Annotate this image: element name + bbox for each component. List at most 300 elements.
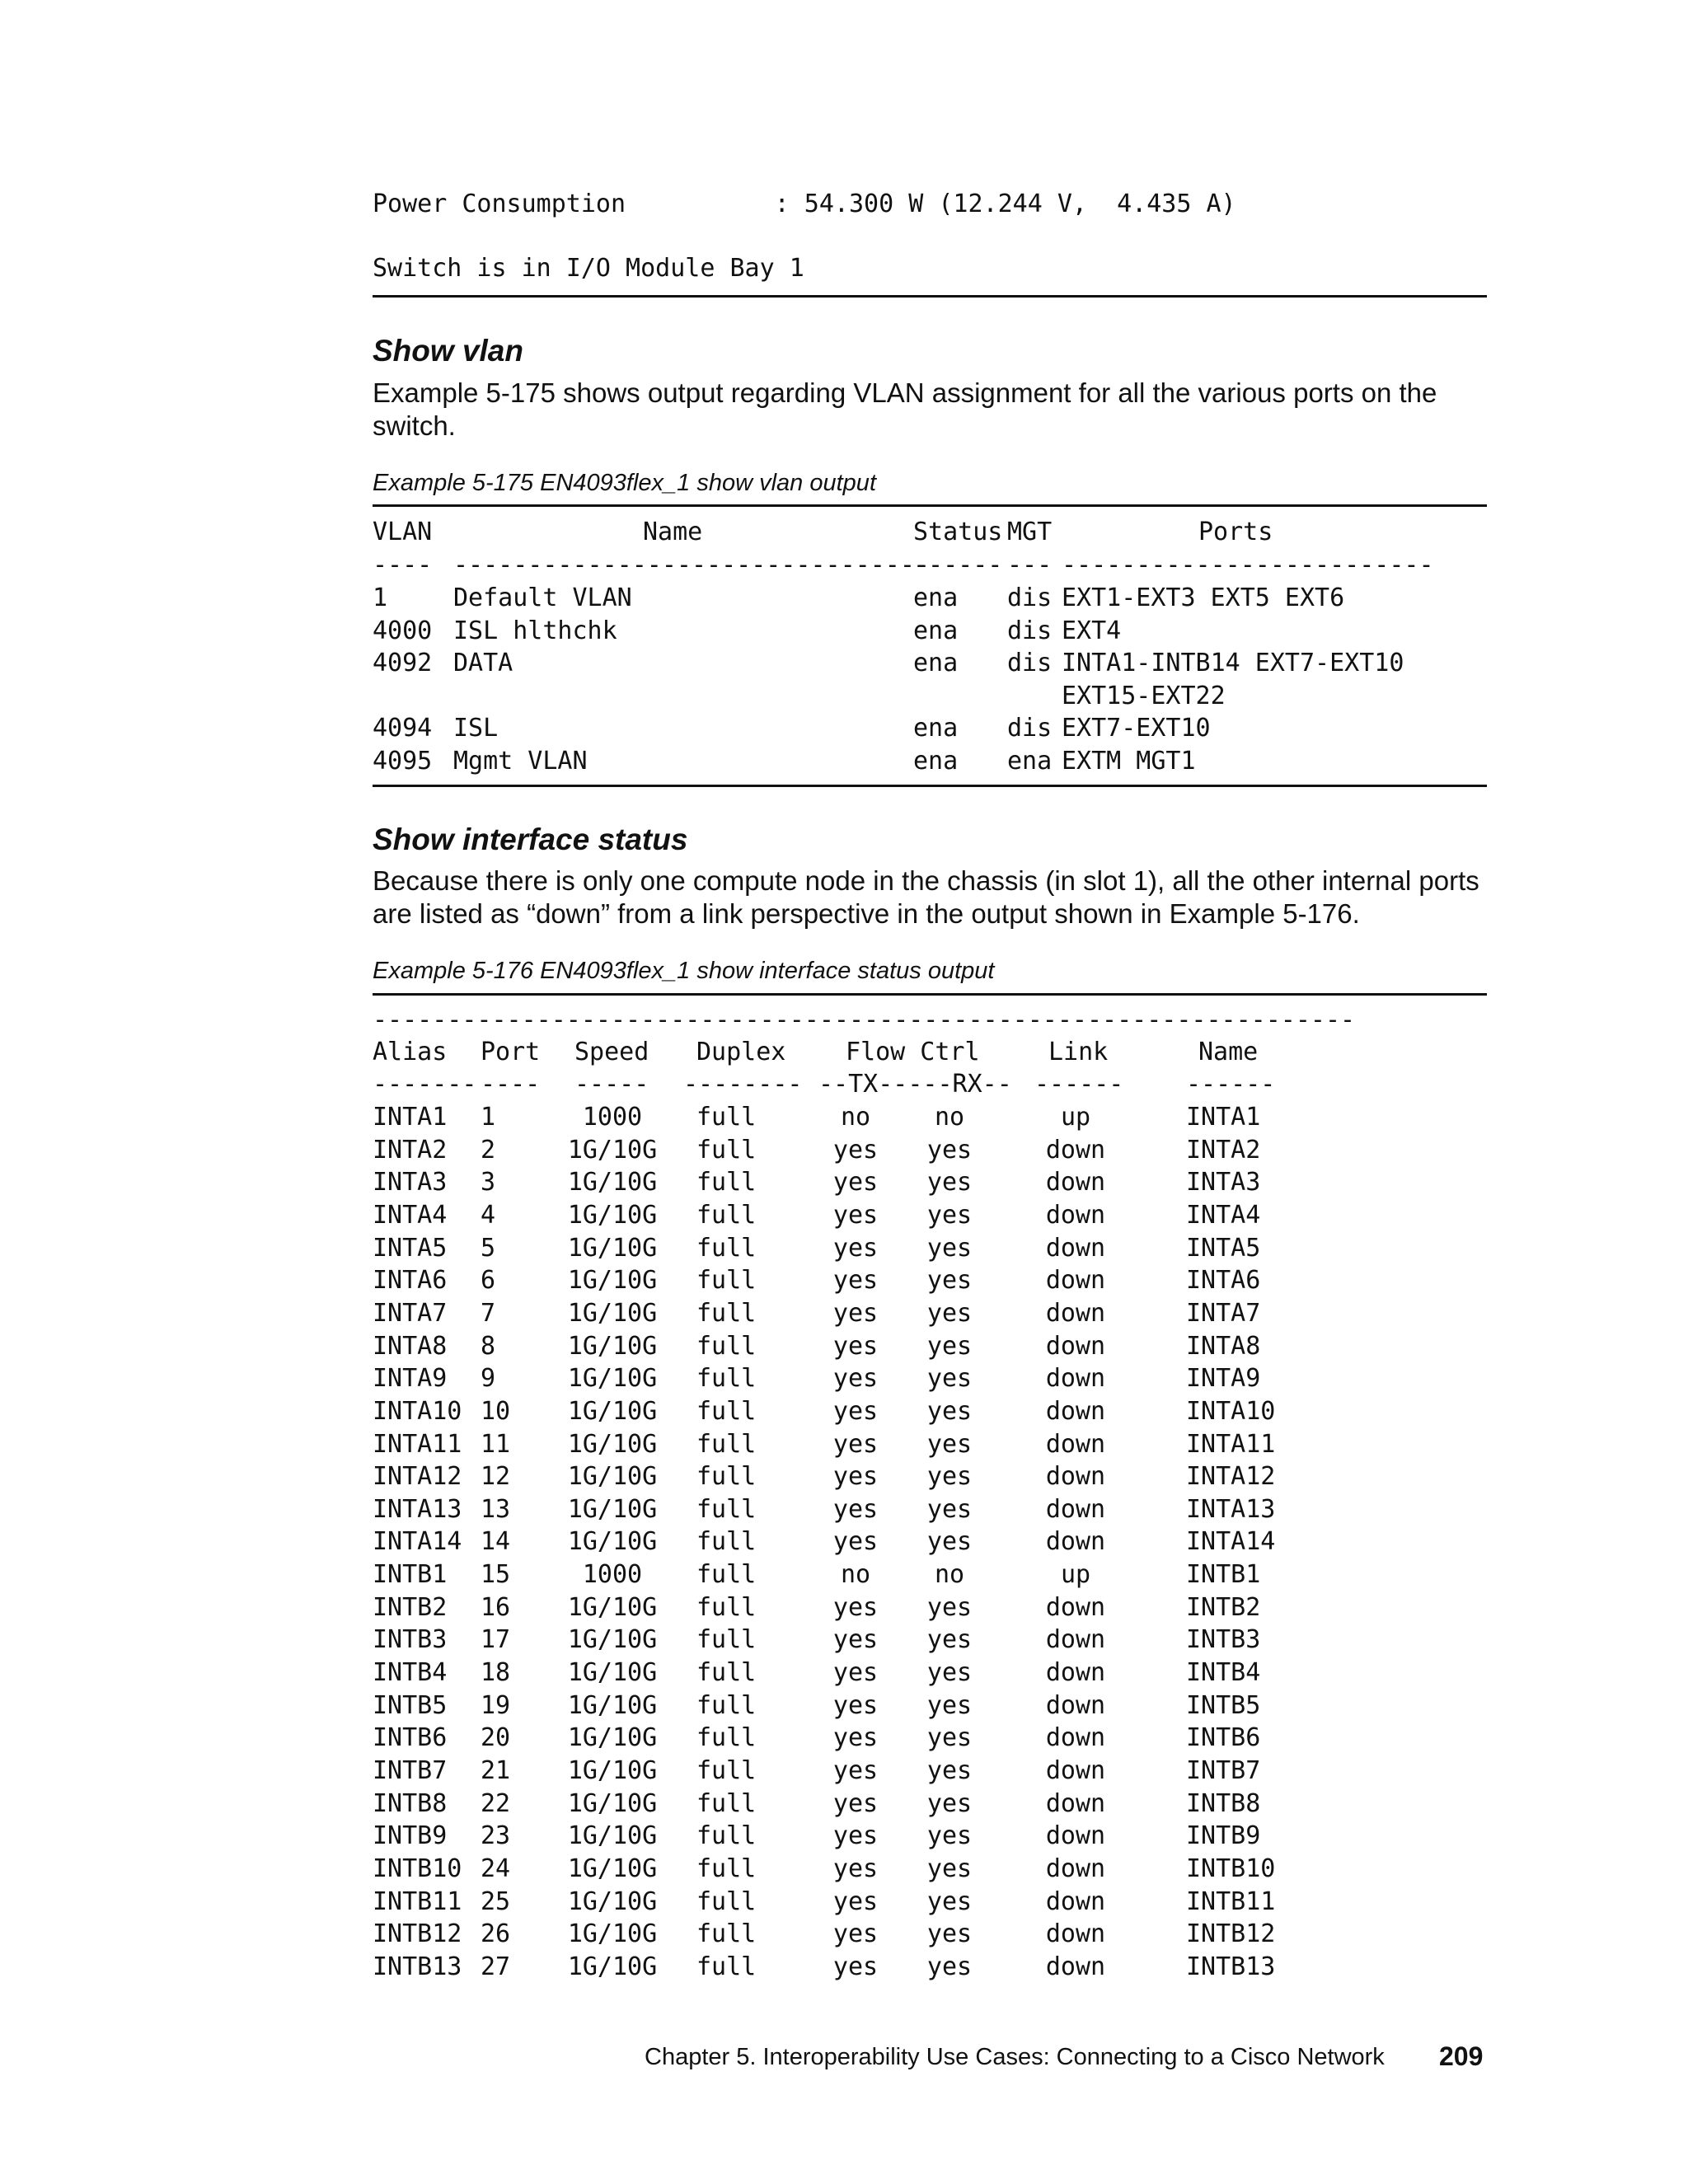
- cell-name: INTB4: [1186, 1658, 1261, 1688]
- interface-row: [373, 1560, 1487, 1593]
- cell-port: 22: [481, 1788, 511, 1818]
- cell-speed: 1G/10G: [567, 1625, 658, 1655]
- cell-speed: 1G/10G: [567, 1298, 658, 1328]
- cell-speed: 1G/10G: [567, 1429, 658, 1459]
- cell-port: 15: [481, 1560, 511, 1590]
- interface-row: [373, 1952, 1487, 1985]
- cell-link: down: [1045, 1233, 1106, 1263]
- interface-row: [373, 1527, 1487, 1560]
- vlan-cell-mgt: dis: [1007, 649, 1053, 678]
- cell-flow-tx: yes: [832, 1756, 879, 1785]
- cell-port: 21: [481, 1756, 511, 1785]
- cell-duplex: full: [696, 1298, 757, 1328]
- cell-alias: INTB8: [373, 1788, 448, 1818]
- cell-name: INTB12: [1186, 1919, 1276, 1949]
- cell-flow-tx: yes: [832, 1625, 879, 1655]
- cell-name: INTA9: [1186, 1364, 1261, 1394]
- cell-flow-rx: yes: [926, 1527, 973, 1557]
- cell-link: down: [1045, 1952, 1106, 1981]
- cell-duplex: full: [696, 1952, 757, 1981]
- cell-link: down: [1045, 1527, 1106, 1557]
- vlan-cell-name: ISL hlthchk: [453, 616, 617, 645]
- footer-chapter-title: Chapter 5. Interoperability Use Cases: Connecting to a Cisco Network: [645, 2044, 1385, 2070]
- vlan-cell-vlan: ----: [373, 551, 433, 579]
- vlan-cell-ports: INTA1-INTB14 EXT7-EXT10: [1062, 649, 1404, 678]
- cell-flow-rx: yes: [926, 1788, 973, 1818]
- cell-link: down: [1045, 1331, 1106, 1361]
- interface-row: [373, 1854, 1487, 1887]
- cell-flow-rx: no: [934, 1103, 965, 1132]
- cell-link: down: [1045, 1658, 1106, 1688]
- cell-name: INTB11: [1186, 1886, 1276, 1916]
- cell-duplex: full: [696, 1396, 757, 1426]
- cell-flow-tx: yes: [832, 1886, 879, 1916]
- cell-speed: 1G/10G: [567, 1592, 658, 1622]
- dash-speed: -----: [574, 1070, 649, 1099]
- cell-alias: INTA1: [373, 1103, 448, 1132]
- cell-speed: 1G/10G: [567, 1364, 658, 1394]
- cell-link: down: [1045, 1168, 1106, 1197]
- cell-duplex: full: [696, 1233, 757, 1263]
- cell-alias: INTA13: [373, 1494, 462, 1524]
- cell-link: down: [1045, 1494, 1106, 1524]
- vlan-cell-vlan: 4092: [373, 649, 433, 678]
- cell-flow-tx: yes: [832, 1331, 879, 1361]
- cell-name: INTB8: [1186, 1788, 1261, 1818]
- cell-link: down: [1045, 1592, 1106, 1622]
- module-bay-line: Switch is in I/O Module Bay 1: [373, 254, 804, 283]
- cell-speed: 1G/10G: [567, 1821, 658, 1851]
- cell-alias: INTA6: [373, 1266, 448, 1296]
- cell-flow-rx: yes: [926, 1919, 973, 1949]
- divider: [373, 295, 1487, 298]
- vlan-cell-name: ISL: [453, 714, 499, 743]
- cell-link: down: [1045, 1690, 1106, 1720]
- cell-speed: 1G/10G: [567, 1723, 658, 1753]
- cell-speed: 1G/10G: [567, 1168, 658, 1197]
- dash-flow-ctrl: --TX-----RX--: [818, 1070, 1012, 1099]
- cell-speed: 1G/10G: [567, 1462, 658, 1492]
- interface-row: [373, 1756, 1487, 1789]
- cell-link: down: [1045, 1919, 1106, 1949]
- cell-duplex: full: [696, 1690, 757, 1720]
- vlan-cell-status: Status: [913, 518, 1003, 546]
- interface-row: [373, 1625, 1487, 1658]
- interface-row: [373, 1397, 1487, 1430]
- cell-duplex: full: [696, 1135, 757, 1165]
- cell-alias: INTB5: [373, 1690, 448, 1720]
- vlan-cell-ports: -------------------------: [1062, 551, 1434, 579]
- cell-flow-tx: yes: [832, 1200, 879, 1230]
- cell-alias: INTA11: [373, 1429, 462, 1459]
- cell-speed: 1G/10G: [567, 1690, 658, 1720]
- vlan-cell-ports: EXT1-EXT3 EXT5 EXT6: [1062, 583, 1345, 612]
- cell-speed: 1G/10G: [567, 1919, 658, 1949]
- cell-duplex: full: [696, 1756, 757, 1785]
- cell-link: down: [1045, 1364, 1106, 1394]
- cell-link: up: [1060, 1103, 1091, 1132]
- cell-speed: 1G/10G: [567, 1658, 658, 1688]
- cell-flow-rx: no: [934, 1560, 965, 1590]
- cell-flow-rx: yes: [926, 1886, 973, 1916]
- cell-alias: INTB11: [373, 1886, 462, 1916]
- cell-duplex: full: [696, 1527, 757, 1557]
- cell-speed: 1G/10G: [567, 1233, 658, 1263]
- cell-port: 17: [481, 1625, 511, 1655]
- cell-flow-rx: yes: [926, 1625, 973, 1655]
- divider: [373, 504, 1487, 507]
- cell-duplex: full: [696, 1266, 757, 1296]
- cell-flow-rx: yes: [926, 1658, 973, 1688]
- cell-name: INTA4: [1186, 1200, 1261, 1230]
- vlan-cell-name: Mgmt VLAN: [453, 747, 588, 776]
- cell-alias: INTB2: [373, 1592, 448, 1622]
- cell-flow-tx: yes: [832, 1723, 879, 1753]
- cell-alias: INTB12: [373, 1919, 462, 1949]
- cell-speed: 1000: [582, 1103, 643, 1132]
- interface-row: [373, 1136, 1487, 1169]
- cell-alias: INTB4: [373, 1658, 448, 1688]
- cell-link: down: [1045, 1266, 1106, 1296]
- cell-name: INTB2: [1186, 1592, 1261, 1622]
- vlan-cell-status: ena: [913, 714, 959, 743]
- cell-flow-tx: yes: [832, 1233, 879, 1263]
- cell-flow-rx: yes: [926, 1592, 973, 1622]
- section-paragraph-show-vlan: Example 5-175 shows output regarding VLAN assignment for all the various ports on the switch.: [373, 377, 1437, 441]
- cell-alias: INTA12: [373, 1462, 462, 1492]
- cell-flow-tx: yes: [832, 1364, 879, 1394]
- cell-port: 11: [481, 1429, 511, 1459]
- interface-top-dashes: ------------------------------------------------------------------: [373, 1005, 1356, 1034]
- vlan-cell-ports: EXT15-EXT22: [1062, 681, 1226, 710]
- cell-port: 27: [481, 1952, 511, 1981]
- cell-duplex: full: [696, 1331, 757, 1361]
- dash-duplex: --------: [683, 1070, 803, 1099]
- cell-port: 1: [481, 1103, 496, 1132]
- cell-name: INTA6: [1186, 1266, 1261, 1296]
- cell-port: 18: [481, 1658, 511, 1688]
- section-heading-show-interface-status: Show interface status: [373, 823, 688, 856]
- cell-alias: INTA8: [373, 1331, 448, 1361]
- cell-speed: 1G/10G: [567, 1854, 658, 1883]
- cell-alias: INTA3: [373, 1168, 448, 1197]
- cell-port: 2: [481, 1135, 496, 1165]
- interface-row: [373, 1332, 1487, 1365]
- cell-duplex: full: [696, 1919, 757, 1949]
- cell-speed: 1G/10G: [567, 1527, 658, 1557]
- cell-alias: INTB3: [373, 1625, 448, 1655]
- cell-flow-rx: yes: [926, 1429, 973, 1459]
- cell-link: down: [1045, 1462, 1106, 1492]
- header-alias: Alias: [373, 1038, 448, 1066]
- cell-flow-tx: yes: [832, 1919, 879, 1949]
- header-duplex: Duplex: [696, 1038, 786, 1066]
- cell-name: INTB10: [1186, 1854, 1276, 1883]
- cell-alias: INTB13: [373, 1952, 462, 1981]
- vlan-cell-ports: Ports: [1198, 518, 1273, 546]
- cell-flow-rx: yes: [926, 1723, 973, 1753]
- divider: [373, 785, 1487, 787]
- interface-row: [373, 1430, 1487, 1463]
- cell-flow-tx: yes: [832, 1690, 879, 1720]
- interface-row: [373, 1887, 1487, 1920]
- cell-duplex: full: [696, 1854, 757, 1883]
- cell-link: down: [1045, 1200, 1106, 1230]
- cell-link: down: [1045, 1429, 1106, 1459]
- cell-name: INTA7: [1186, 1298, 1261, 1328]
- cell-name: INTA11: [1186, 1429, 1276, 1459]
- cell-port: 6: [481, 1266, 496, 1296]
- vlan-cell-ports: EXT4: [1062, 616, 1122, 645]
- cell-flow-rx: yes: [926, 1266, 973, 1296]
- vlan-cell-vlan: 4000: [373, 616, 433, 645]
- dash-alias: -------: [373, 1070, 477, 1099]
- cell-alias: INTB1: [373, 1560, 448, 1590]
- vlan-cell-status: ------: [913, 551, 1003, 579]
- cell-flow-tx: no: [840, 1560, 871, 1590]
- vlan-cell-mgt: ena: [1007, 747, 1053, 776]
- cell-duplex: full: [696, 1168, 757, 1197]
- vlan-cell-status: ena: [913, 616, 959, 645]
- dash-link: ------: [1034, 1070, 1124, 1099]
- interface-row: [373, 1658, 1487, 1691]
- cell-flow-rx: yes: [926, 1200, 973, 1230]
- cell-duplex: full: [696, 1364, 757, 1394]
- cell-duplex: full: [696, 1821, 757, 1851]
- cell-duplex: full: [696, 1462, 757, 1492]
- cell-flow-tx: yes: [832, 1266, 879, 1296]
- cell-link: down: [1045, 1756, 1106, 1785]
- example-caption-175: Example 5-175 EN4093flex_1 show vlan output: [373, 470, 876, 496]
- cell-flow-tx: yes: [832, 1462, 879, 1492]
- cell-port: 16: [481, 1592, 511, 1622]
- cell-flow-rx: yes: [926, 1462, 973, 1492]
- interface-row: [373, 1364, 1487, 1397]
- cell-flow-tx: yes: [832, 1168, 879, 1197]
- cell-port: 10: [481, 1396, 511, 1426]
- cell-link: down: [1045, 1298, 1106, 1328]
- interface-row: [373, 1789, 1487, 1822]
- cell-port: 8: [481, 1331, 496, 1361]
- cell-speed: 1G/10G: [567, 1756, 658, 1785]
- cell-duplex: full: [696, 1788, 757, 1818]
- cell-duplex: full: [696, 1429, 757, 1459]
- vlan-cell-name: Default VLAN: [453, 583, 632, 612]
- cell-flow-rx: yes: [926, 1494, 973, 1524]
- cell-flow-tx: yes: [832, 1396, 879, 1426]
- interface-row: [373, 1919, 1487, 1952]
- cell-link: down: [1045, 1135, 1106, 1165]
- cell-port: 5: [481, 1233, 496, 1263]
- cell-port: 20: [481, 1723, 511, 1753]
- cell-link: down: [1045, 1886, 1106, 1916]
- vlan-cell-vlan: VLAN: [373, 518, 433, 546]
- cell-speed: 1000: [582, 1560, 643, 1590]
- interface-row: [373, 1266, 1487, 1299]
- cell-link: down: [1045, 1854, 1106, 1883]
- cell-name: INTA14: [1186, 1527, 1276, 1557]
- vlan-cell-name: DATA: [453, 649, 513, 678]
- cell-port: 24: [481, 1854, 511, 1883]
- example-caption-176: Example 5-176 EN4093flex_1 show interface status output: [373, 958, 995, 984]
- cell-flow-rx: yes: [926, 1396, 973, 1426]
- header-link: Link: [1048, 1038, 1109, 1066]
- cell-flow-rx: yes: [926, 1821, 973, 1851]
- vlan-cell-mgt: dis: [1007, 583, 1053, 612]
- cell-flow-tx: yes: [832, 1592, 879, 1622]
- cell-flow-tx: yes: [832, 1494, 879, 1524]
- cell-duplex: full: [696, 1592, 757, 1622]
- interface-row: [373, 1462, 1487, 1495]
- cell-speed: 1G/10G: [567, 1788, 658, 1818]
- cell-speed: 1G/10G: [567, 1396, 658, 1426]
- cell-speed: 1G/10G: [567, 1200, 658, 1230]
- cell-flow-rx: yes: [926, 1135, 973, 1165]
- cell-name: INTA5: [1186, 1233, 1261, 1263]
- cell-port: 26: [481, 1919, 511, 1949]
- cell-alias: INTA14: [373, 1527, 462, 1557]
- cell-name: INTA3: [1186, 1168, 1261, 1197]
- interface-row: [373, 1168, 1487, 1201]
- cell-link: down: [1045, 1821, 1106, 1851]
- cell-speed: 1G/10G: [567, 1331, 658, 1361]
- vlan-cell-status: ena: [913, 649, 959, 678]
- cell-flow-tx: yes: [832, 1854, 879, 1883]
- vlan-cell-mgt: dis: [1007, 616, 1053, 645]
- cell-port: 7: [481, 1298, 496, 1328]
- cell-duplex: full: [696, 1886, 757, 1916]
- vlan-cell-ports: EXTM MGT1: [1062, 747, 1196, 776]
- header-flow-ctrl: Flow Ctrl: [846, 1038, 980, 1066]
- vlan-cell-name: --------------------------------: [453, 551, 930, 579]
- cell-link: up: [1060, 1560, 1091, 1590]
- cell-alias: INTB9: [373, 1821, 448, 1851]
- dash-name: ------: [1186, 1070, 1276, 1099]
- vlan-cell-vlan: 4094: [373, 714, 433, 743]
- cell-flow-tx: yes: [832, 1298, 879, 1328]
- cell-flow-tx: yes: [832, 1788, 879, 1818]
- vlan-cell-vlan: 4095: [373, 747, 433, 776]
- cell-port: 19: [481, 1690, 511, 1720]
- cell-flow-tx: yes: [832, 1658, 879, 1688]
- power-consumption-line: Power Consumption : 54.300 W (12.244 V, 4.435 A): [373, 190, 1236, 218]
- cell-link: down: [1045, 1788, 1106, 1818]
- interface-row: [373, 1299, 1487, 1332]
- cell-flow-tx: no: [840, 1103, 871, 1132]
- cell-alias: INTA2: [373, 1135, 448, 1165]
- header-name: Name: [1198, 1038, 1259, 1066]
- cell-name: INTA8: [1186, 1331, 1261, 1361]
- cell-port: 14: [481, 1527, 511, 1557]
- cell-alias: INTA7: [373, 1298, 448, 1328]
- interface-row: [373, 1495, 1487, 1528]
- header-port: Port: [481, 1038, 541, 1066]
- section-paragraph-show-interface-status: Because there is only one compute node in the chassis (in slot 1), all the other internal ports are listed as “down” from a link perspective in the output shown in Example 5-176.: [373, 865, 1479, 929]
- cell-flow-tx: yes: [832, 1135, 879, 1165]
- cell-alias: INTB10: [373, 1854, 462, 1883]
- cell-speed: 1G/10G: [567, 1266, 658, 1296]
- cell-duplex: full: [696, 1658, 757, 1688]
- cell-speed: 1G/10G: [567, 1494, 658, 1524]
- cell-speed: 1G/10G: [567, 1952, 658, 1981]
- dash-port: ----: [481, 1070, 541, 1099]
- cell-port: 4: [481, 1200, 496, 1230]
- cell-alias: INTB7: [373, 1756, 448, 1785]
- divider: [373, 993, 1487, 996]
- cell-link: down: [1045, 1625, 1106, 1655]
- cell-name: INTB9: [1186, 1821, 1261, 1851]
- cell-port: 3: [481, 1168, 496, 1197]
- vlan-cell-name: Name: [643, 518, 703, 546]
- cell-flow-rx: yes: [926, 1233, 973, 1263]
- vlan-cell-mgt: dis: [1007, 714, 1053, 743]
- interface-row: [373, 1593, 1487, 1626]
- cell-name: INTB1: [1186, 1560, 1261, 1590]
- interface-header-row: [373, 1038, 1487, 1071]
- cell-flow-rx: yes: [926, 1690, 973, 1720]
- cell-name: INTA12: [1186, 1462, 1276, 1492]
- vlan-cell-status: ena: [913, 583, 959, 612]
- cell-flow-tx: yes: [832, 1527, 879, 1557]
- cell-name: INTA1: [1186, 1103, 1261, 1132]
- cell-name: INTB3: [1186, 1625, 1261, 1655]
- cell-port: 9: [481, 1364, 496, 1394]
- cell-name: INTA2: [1186, 1135, 1261, 1165]
- interface-row: [373, 1234, 1487, 1267]
- cell-name: INTB5: [1186, 1690, 1261, 1720]
- vlan-cell-mgt: ---: [1007, 551, 1053, 579]
- cell-alias: INTA9: [373, 1364, 448, 1394]
- cell-name: INTB6: [1186, 1723, 1261, 1753]
- cell-duplex: full: [696, 1560, 757, 1590]
- interface-row: [373, 1821, 1487, 1854]
- cell-speed: 1G/10G: [567, 1135, 658, 1165]
- cell-name: INTA10: [1186, 1396, 1276, 1426]
- cell-duplex: full: [696, 1103, 757, 1132]
- vlan-cell-vlan: 1: [373, 583, 388, 612]
- vlan-cell-ports: EXT7-EXT10: [1062, 714, 1211, 743]
- cell-speed: 1G/10G: [567, 1886, 658, 1916]
- cell-alias: INTB6: [373, 1723, 448, 1753]
- cell-flow-rx: yes: [926, 1364, 973, 1394]
- cell-flow-tx: yes: [832, 1952, 879, 1981]
- cell-flow-rx: yes: [926, 1952, 973, 1981]
- cell-name: INTA13: [1186, 1494, 1276, 1524]
- interface-dash-row: [373, 1070, 1487, 1103]
- interface-row: [373, 1103, 1487, 1136]
- cell-duplex: full: [696, 1494, 757, 1524]
- cell-flow-tx: yes: [832, 1821, 879, 1851]
- vlan-cell-status: ena: [913, 747, 959, 776]
- cell-link: down: [1045, 1723, 1106, 1753]
- cell-name: INTB13: [1186, 1952, 1276, 1981]
- cell-alias: INTA5: [373, 1233, 448, 1263]
- cell-alias: INTA4: [373, 1200, 448, 1230]
- cell-duplex: full: [696, 1723, 757, 1753]
- cell-port: 23: [481, 1821, 511, 1851]
- vlan-cell-mgt: MGT: [1007, 518, 1053, 546]
- interface-row: [373, 1201, 1487, 1234]
- cell-flow-rx: yes: [926, 1756, 973, 1785]
- cell-alias: INTA10: [373, 1396, 462, 1426]
- interface-row: [373, 1691, 1487, 1724]
- cell-name: INTB7: [1186, 1756, 1261, 1785]
- cell-duplex: full: [696, 1200, 757, 1230]
- cell-port: 25: [481, 1886, 511, 1916]
- cell-port: 12: [481, 1462, 511, 1492]
- cell-flow-rx: yes: [926, 1331, 973, 1361]
- cell-link: down: [1045, 1396, 1106, 1426]
